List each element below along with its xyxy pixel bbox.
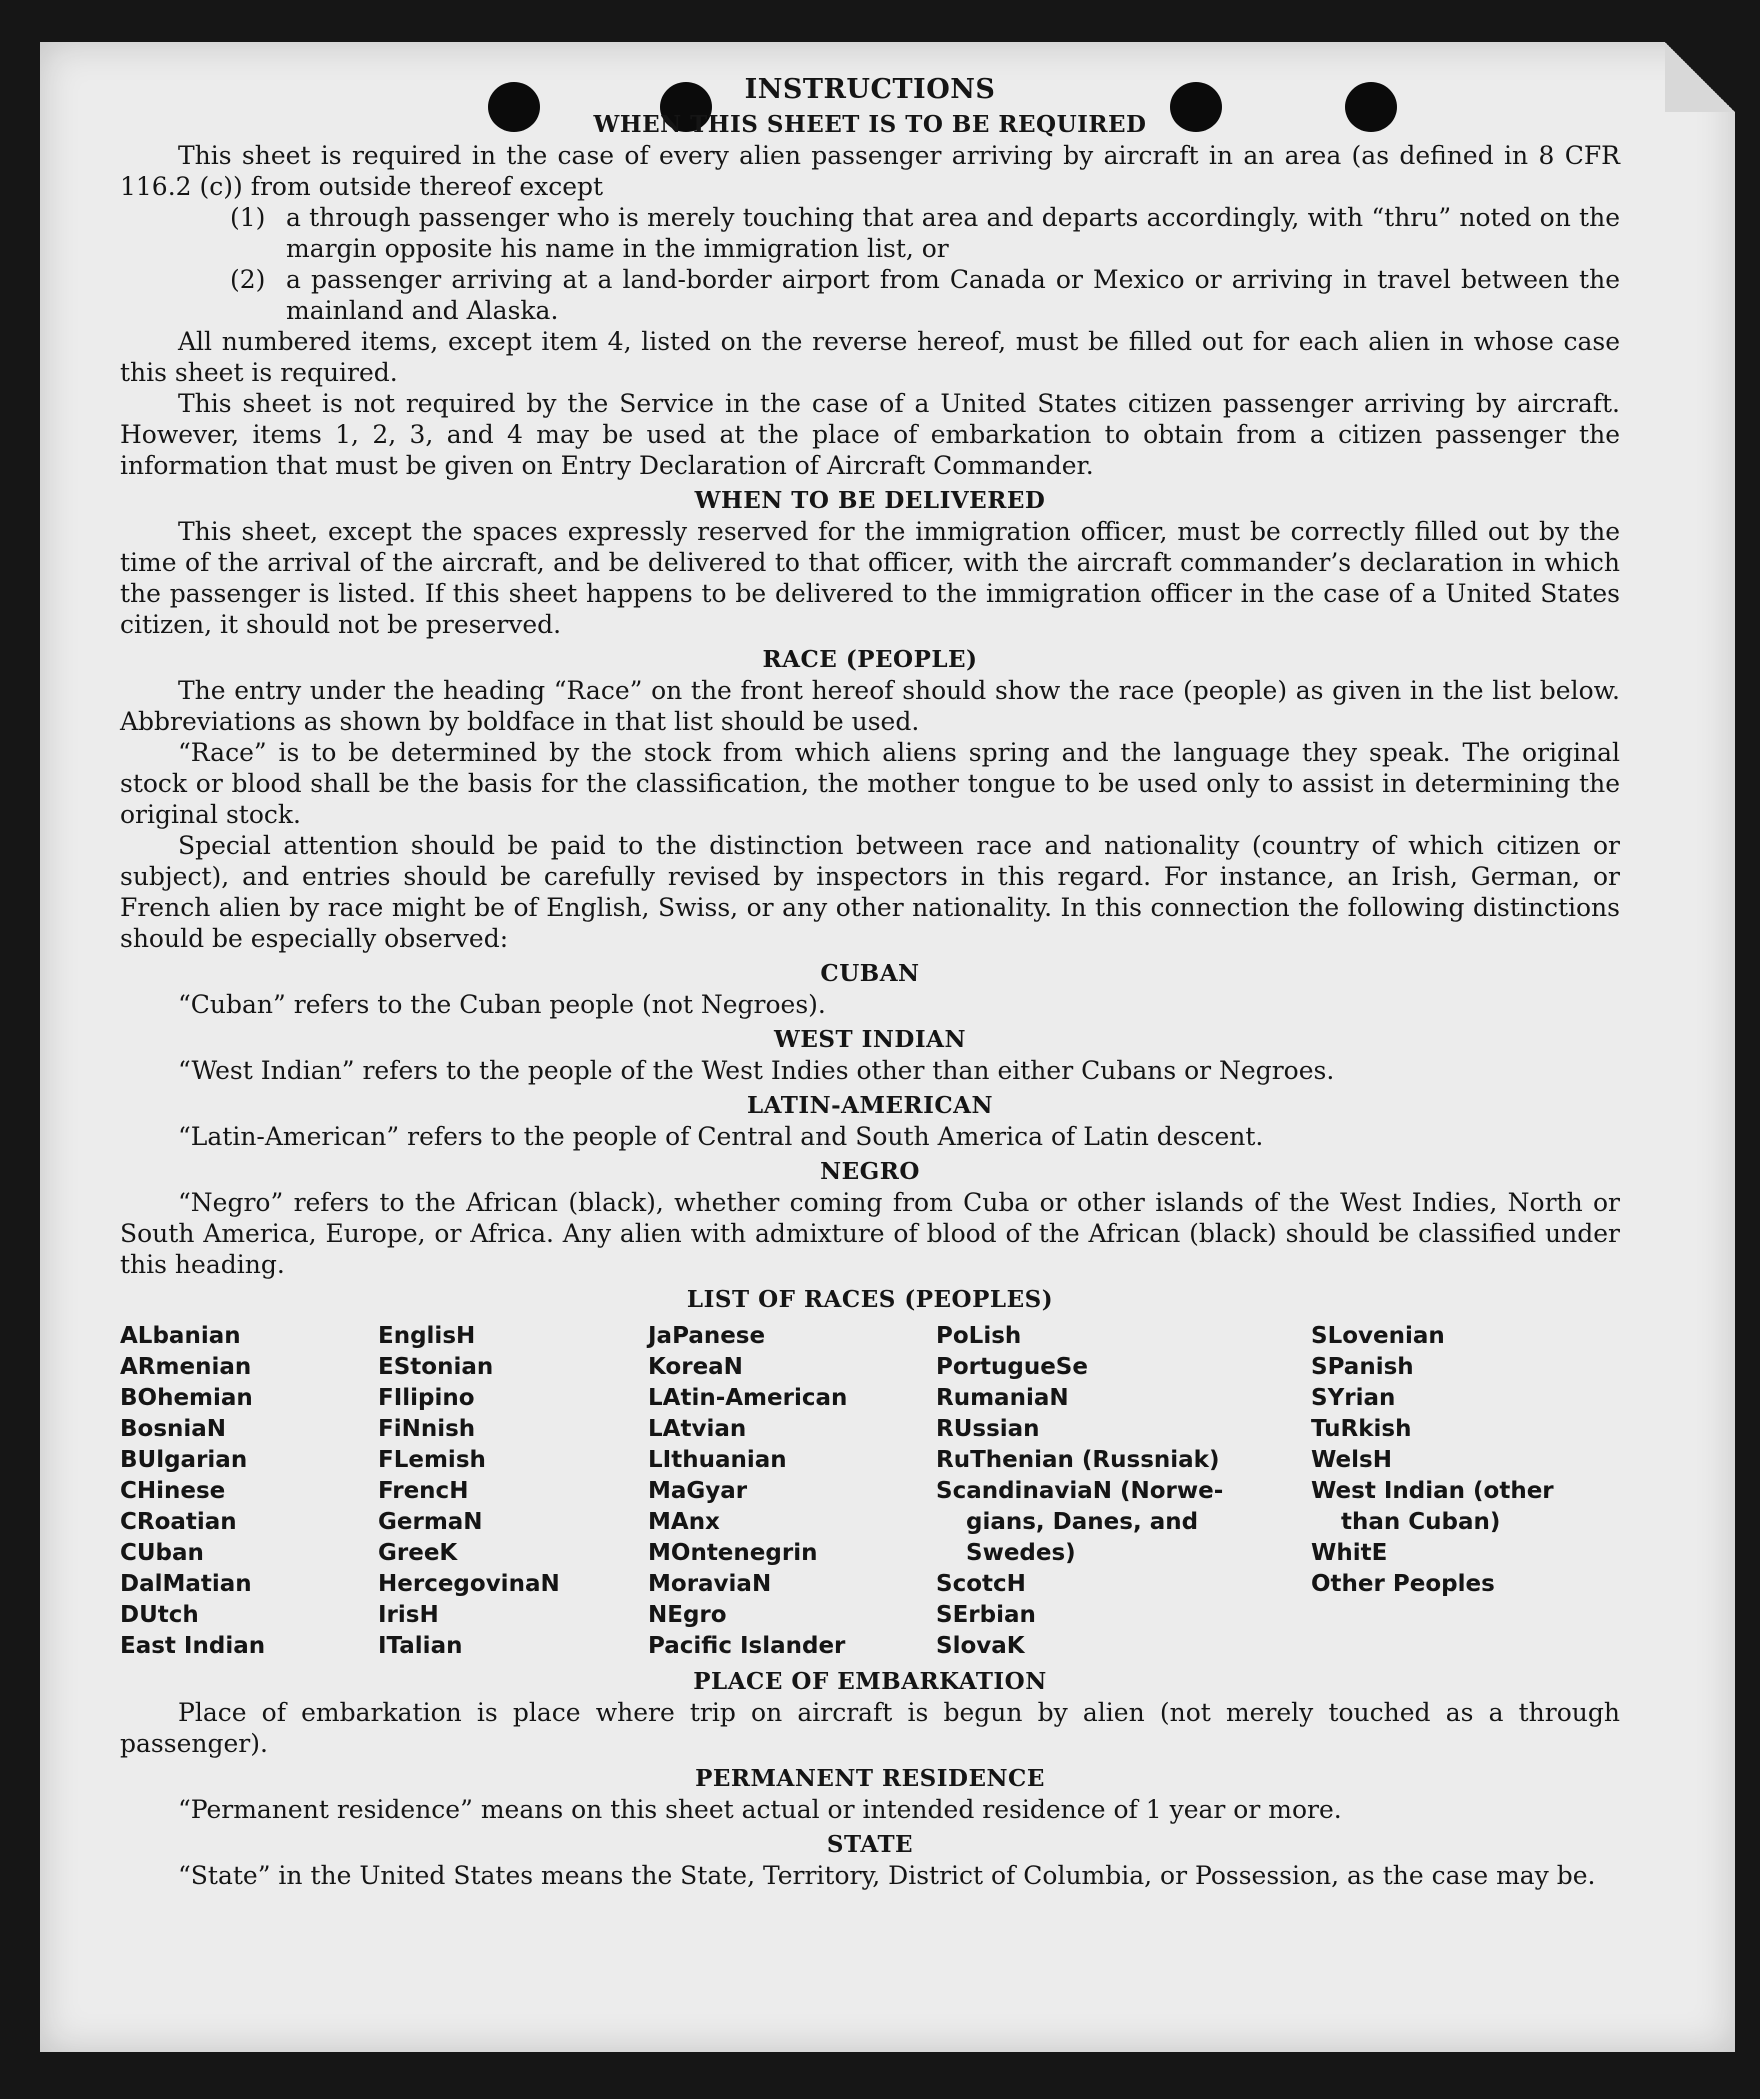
race-item: Other Peoples bbox=[1311, 1571, 1495, 1597]
race-column bbox=[1311, 1321, 1611, 1662]
race-item: RumaniaN bbox=[936, 1385, 1069, 1411]
race-item-continuation: gians, Danes, and bbox=[966, 1509, 1199, 1535]
race-item: ScotcH bbox=[936, 1571, 1026, 1597]
race-item-continuation: than Cuban) bbox=[1341, 1509, 1501, 1535]
section-heading-list-of-races: LIST OF RACES (PEOPLES) bbox=[686, 1286, 1054, 1313]
race-item: WelsH bbox=[1311, 1447, 1392, 1473]
race-item: ARmenian bbox=[120, 1354, 252, 1380]
exception-number: (2) bbox=[230, 265, 266, 294]
section-heading-state: STATE bbox=[826, 1831, 914, 1858]
race-item: MaGyar bbox=[648, 1478, 748, 1504]
race-item: DUtch bbox=[120, 1602, 199, 1628]
race-item: BOhemian bbox=[120, 1385, 253, 1411]
race-item: MoraviaN bbox=[648, 1571, 772, 1597]
latin-american-text: “Latin-American” refers to the people of Central and South America of Latin descent. bbox=[178, 1122, 1264, 1151]
document-title: INSTRUCTIONS bbox=[744, 74, 996, 105]
race-item: ALbanian bbox=[120, 1323, 241, 1349]
race-column bbox=[936, 1321, 1311, 1662]
race-item: JaPanese bbox=[648, 1323, 766, 1349]
race-item: SLovenian bbox=[1311, 1323, 1445, 1349]
race-item: West Indian (other bbox=[1311, 1478, 1554, 1504]
race-item: LAtvian bbox=[648, 1416, 747, 1442]
section-heading-cuban: CUBAN bbox=[820, 960, 920, 987]
when-required-intro: This sheet is required in the case of every alien passenger arriving by aircraft in an area (as defined in 8 CFR 116.2 (c)) from outside thereof except bbox=[120, 141, 1620, 201]
race-item: NEgro bbox=[648, 1602, 727, 1628]
race-item: MAnx bbox=[648, 1509, 720, 1535]
race-column bbox=[648, 1321, 936, 1662]
race-column bbox=[120, 1321, 378, 1662]
section-heading-race: RACE (PEOPLE) bbox=[762, 646, 978, 673]
section-heading-embarkation: PLACE OF EMBARKATION bbox=[693, 1668, 1047, 1695]
race-column bbox=[378, 1321, 648, 1662]
race-item: CHinese bbox=[120, 1478, 226, 1504]
race-item: East Indian bbox=[120, 1633, 266, 1659]
race-item: HercegovinaN bbox=[378, 1571, 560, 1597]
race-item: SYrian bbox=[1311, 1385, 1396, 1411]
race-item: Pacific Islander bbox=[648, 1633, 846, 1659]
race-item: TuRkish bbox=[1311, 1416, 1412, 1442]
race-item: GermaN bbox=[378, 1509, 483, 1535]
section-heading-when-required: WHEN THIS SHEET IS TO BE REQUIRED bbox=[593, 111, 1147, 138]
race-item: RuThenian (Russniak) bbox=[936, 1447, 1220, 1473]
race-item-continuation: Swedes) bbox=[966, 1540, 1076, 1566]
west-indian-text: “West Indian” refers to the people of the West Indies other than either Cubans or Negroes. bbox=[178, 1056, 1335, 1085]
exception-text: a passenger arriving at a land-border airport from Canada or Mexico or arriving in travel between the mainland and Alaska. bbox=[286, 265, 1620, 325]
list-of-races bbox=[120, 1321, 1620, 1662]
section-heading-west-indian: WEST INDIAN bbox=[774, 1026, 966, 1053]
race-item: SErbian bbox=[936, 1602, 1036, 1628]
race-item: WhitE bbox=[1311, 1540, 1388, 1566]
race-paragraph: The entry under the heading “Race” on the front hereof should show the race (people) as given in the list below. Abbreviations as shown by boldface in that list should be used. bbox=[120, 676, 1620, 736]
race-item: FrencH bbox=[378, 1478, 469, 1504]
race-paragraph: Special attention should be paid to the distinction between race and nationality (country of which citizen or subject), and entries should be carefully revised by inspectors in this regard. For instance, an Irish, German, or French alien by race might be of English, Swiss, or any other nationality. In this connection the following distinctions should be especially observed: bbox=[120, 831, 1620, 953]
race-item: LIthuanian bbox=[648, 1447, 787, 1473]
cuban-text: “Cuban” refers to the Cuban people (not Negroes). bbox=[178, 990, 826, 1019]
embarkation-text: Place of embarkation is place where trip on aircraft is begun by alien (not merely touched as a through passenger). bbox=[120, 1698, 1620, 1758]
race-item: GreeK bbox=[378, 1540, 458, 1566]
race-item: LAtin-American bbox=[648, 1385, 848, 1411]
exception-item bbox=[230, 264, 1620, 326]
exception-number: (1) bbox=[230, 203, 266, 232]
race-item: IrisH bbox=[378, 1602, 439, 1628]
instructions-content bbox=[120, 74, 1620, 1891]
race-item: RUssian bbox=[936, 1416, 1040, 1442]
race-item: EnglisH bbox=[378, 1323, 476, 1349]
negro-text: “Negro” refers to the African (black), whether coming from Cuba or other islands of the West Indies, North or South America, Europe, or Africa. Any alien with admixture of blood of the African (black) should be classified under this heading. bbox=[120, 1188, 1620, 1279]
section-heading-residence: PERMANENT RESIDENCE bbox=[695, 1765, 1045, 1792]
section-heading-when-delivered: WHEN TO BE DELIVERED bbox=[694, 487, 1046, 514]
race-item: KoreaN bbox=[648, 1354, 743, 1380]
exception-text: a through passenger who is merely touching that area and departs accordingly, with “thru” noted on the margin opposite his name in the immigration list, or bbox=[286, 203, 1620, 263]
when-required-paragraph: This sheet is not required by the Service in the case of a United States citizen passenger arriving by aircraft. However, items 1, 2, 3, and 4 may be used at the place of embarkation to obtain from a citizen passenger the information that must be given on Entry Declaration of Aircraft Commander. bbox=[120, 389, 1620, 480]
race-item: DalMatian bbox=[120, 1571, 252, 1597]
section-heading-negro: NEGRO bbox=[820, 1158, 920, 1185]
race-item: BUlgarian bbox=[120, 1447, 248, 1473]
when-required-paragraph: All numbered items, except item 4, listed on the reverse hereof, must be filled out for each alien in whose case this sheet is required. bbox=[120, 327, 1620, 387]
race-item: FIlipino bbox=[378, 1385, 475, 1411]
race-item: FiNnish bbox=[378, 1416, 476, 1442]
race-paragraph: “Race” is to be determined by the stock from which aliens spring and the language they speak. The original stock or blood shall be the basis for the classification, the mother tongue to be used only to assist in determining the original stock. bbox=[120, 738, 1620, 829]
exception-item bbox=[230, 202, 1620, 264]
folded-corner bbox=[1665, 42, 1735, 112]
race-item: PortugueSe bbox=[936, 1354, 1088, 1380]
race-item: SlovaK bbox=[936, 1633, 1025, 1659]
section-heading-latin-american: LATIN-AMERICAN bbox=[746, 1092, 994, 1119]
race-item: CUban bbox=[120, 1540, 204, 1566]
race-item: CRoatian bbox=[120, 1509, 237, 1535]
state-text: “State” in the United States means the State, Territory, District of Columbia, or Possession, as the case may be. bbox=[178, 1861, 1596, 1890]
race-item: FLemish bbox=[378, 1447, 486, 1473]
race-item: SPanish bbox=[1311, 1354, 1414, 1380]
residence-text: “Permanent residence” means on this sheet actual or intended residence of 1 year or more. bbox=[178, 1795, 1342, 1824]
when-delivered-text: This sheet, except the spaces expressly reserved for the immigration officer, must be correctly filled out by the time of the arrival of the aircraft, and be delivered to that officer, with the aircraft commander’s declaration in which the passenger is listed. If this sheet happens to be delivered to the immigration officer in the case of a United States citizen, it should not be preserved. bbox=[120, 517, 1620, 639]
race-item: ScandinaviaN (Norwe- bbox=[936, 1478, 1224, 1504]
race-item: EStonian bbox=[378, 1354, 494, 1380]
race-item: BosniaN bbox=[120, 1416, 227, 1442]
race-item: ITalian bbox=[378, 1633, 463, 1659]
race-item: PoLish bbox=[936, 1323, 1022, 1349]
race-item: MOntenegrin bbox=[648, 1540, 818, 1566]
